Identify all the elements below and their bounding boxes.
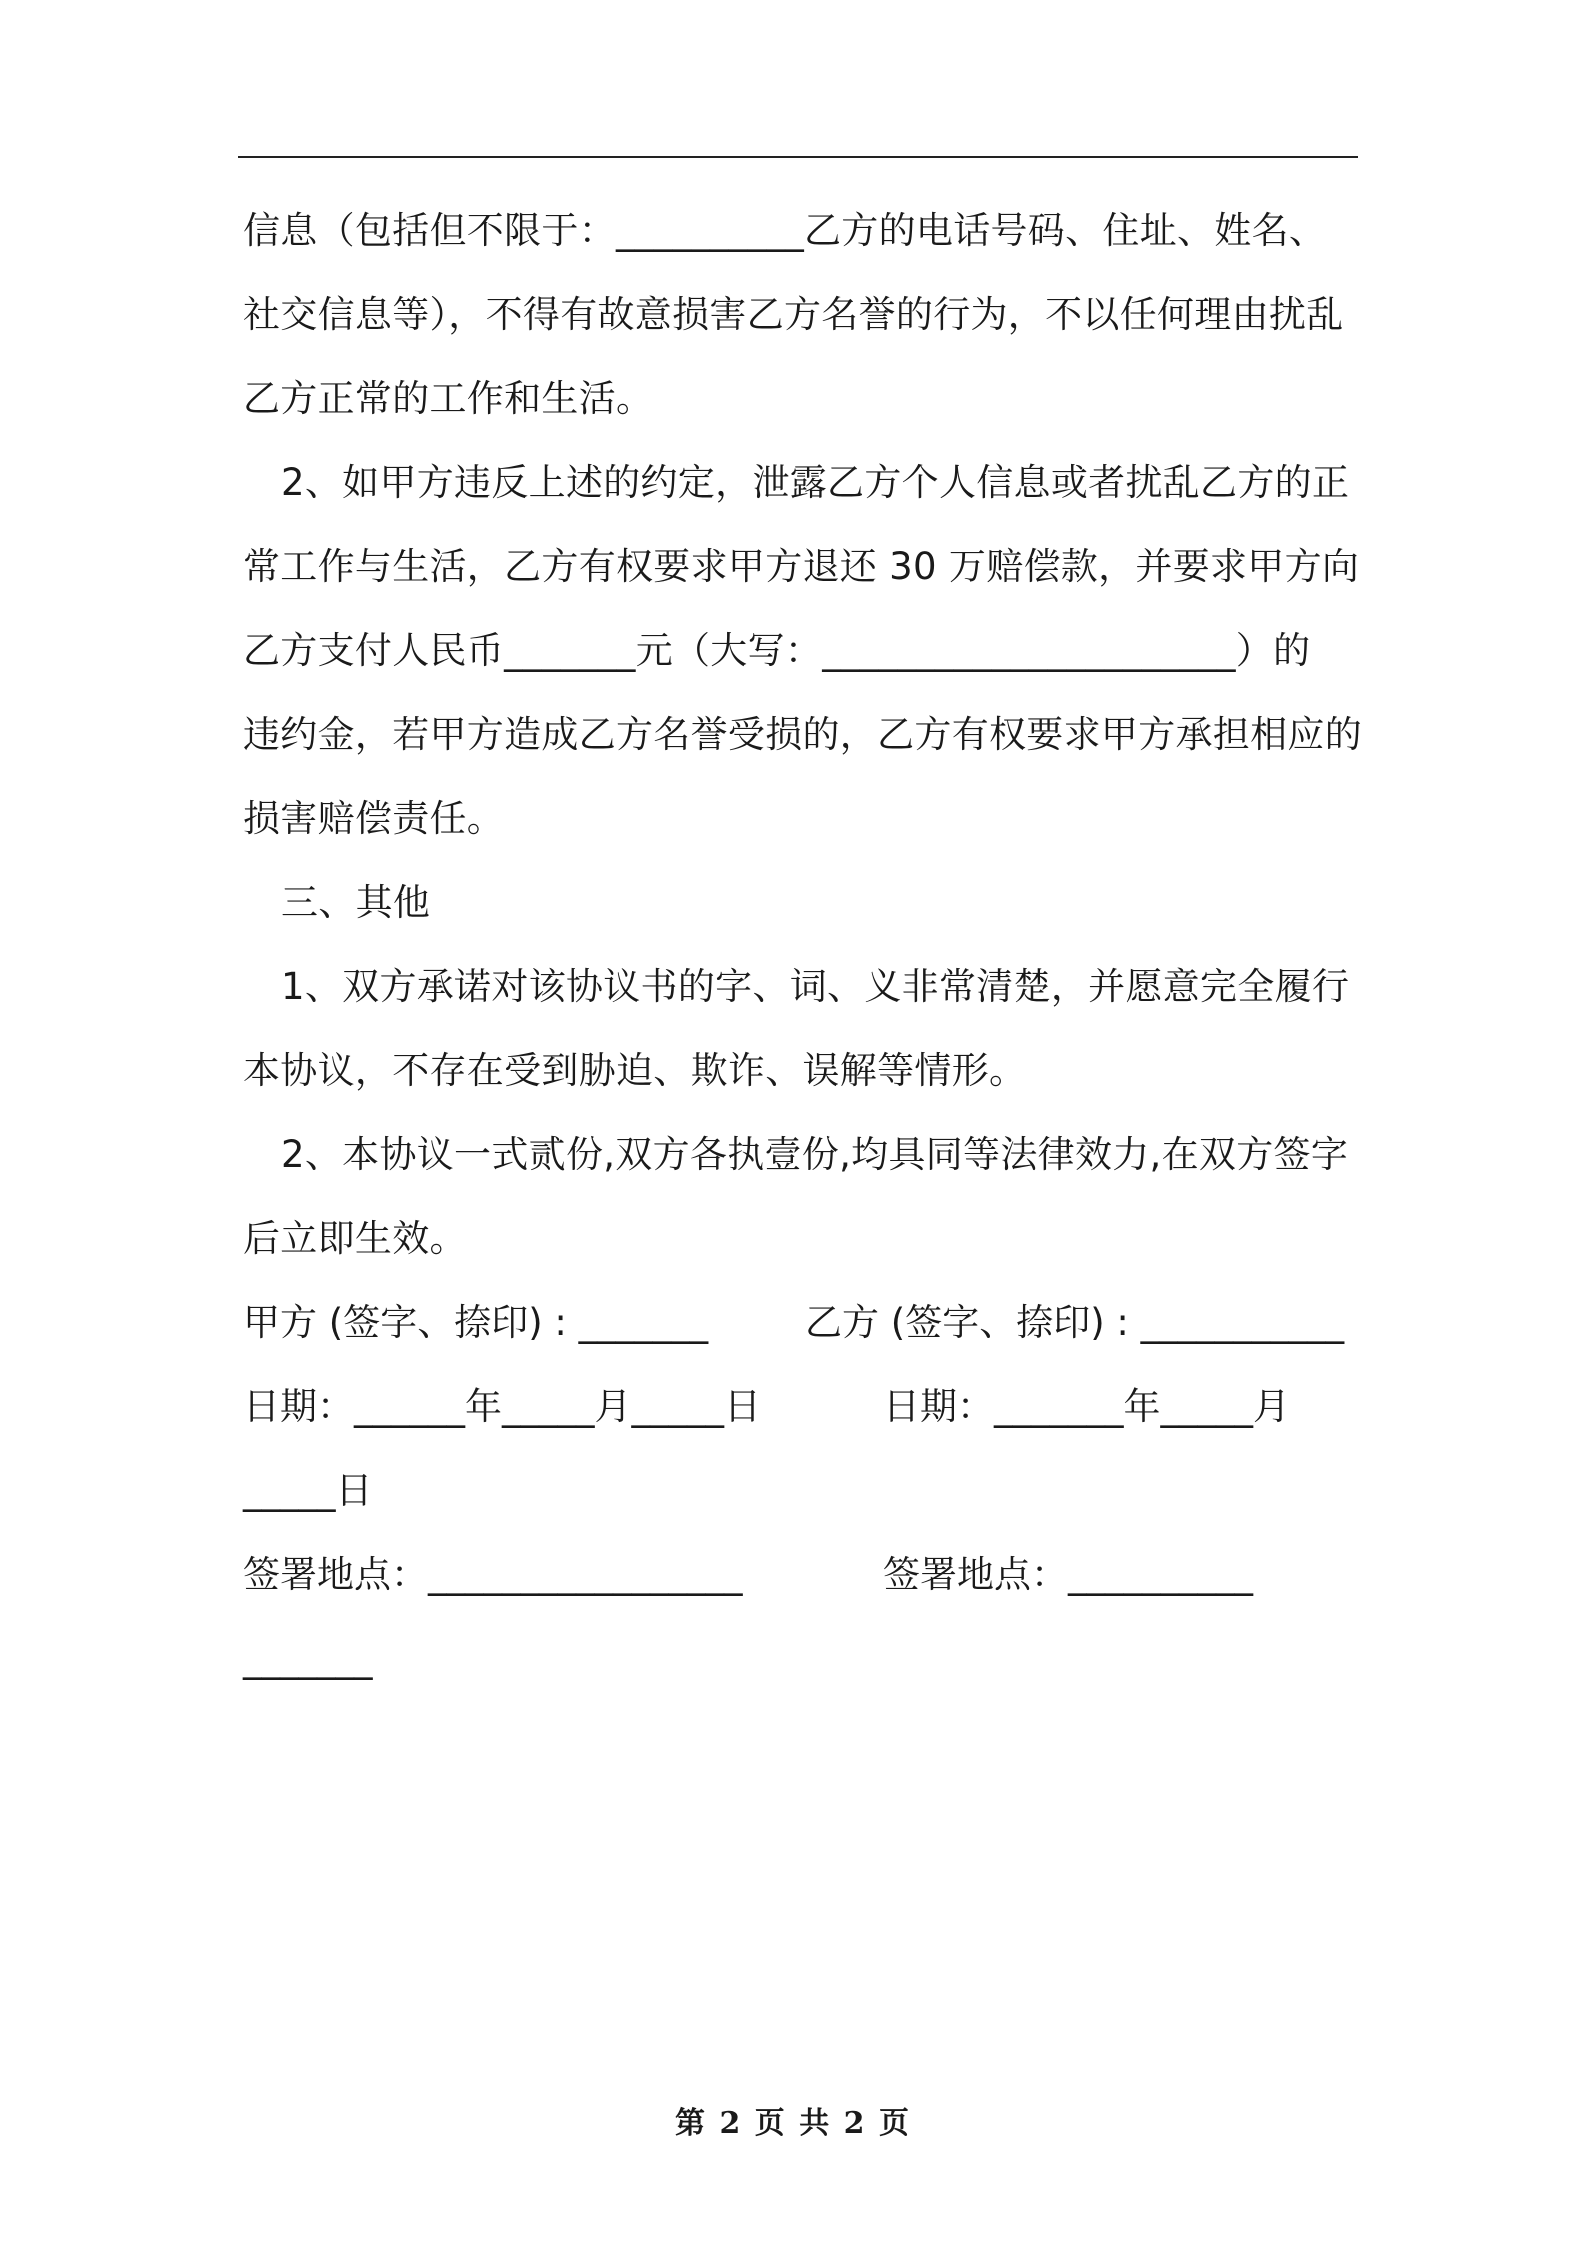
- paragraph-line: 常工作与生活，乙方有权要求甲方退还 30 万赔偿款，并要求甲方向: [243, 545, 1360, 588]
- paragraph-line: 违约金，若甲方造成乙方名誉受损的，乙方有权要求甲方承担相应的: [243, 713, 1362, 756]
- document-body: [243, 198, 1362, 1710]
- signature-row: [243, 1290, 1355, 1374]
- paragraph-line: 乙方正常的工作和生活。: [243, 377, 654, 420]
- party-b-date-day-field: _____日: [243, 1469, 373, 1512]
- date-row-continued: [243, 1458, 1355, 1542]
- place-row: [243, 1542, 1355, 1626]
- paragraph-line: 1、双方承诺对该协议书的字、词、义非常清楚，并愿意完全履行: [281, 965, 1350, 1008]
- party-b-date-field: 日期：_______年_____月: [883, 1385, 1290, 1428]
- party-b-place-continued-field: _______: [243, 1637, 373, 1680]
- page-number: 第 2 页 共 2 页: [675, 2106, 911, 2141]
- date-row: [243, 1374, 1355, 1458]
- paragraph-line: 本协议，不存在受到胁迫、欺诈、误解等情形。: [243, 1049, 1027, 1092]
- party-a-signature-field: 甲方 (签字、捺印) : _______: [243, 1301, 709, 1344]
- paragraph-line: 2、本协议一式贰份,双方各执壹份,均具同等法律效力,在双方签字: [281, 1133, 1349, 1176]
- party-b-place-field: 签署地点：__________: [883, 1553, 1253, 1596]
- header-rule: [238, 156, 1358, 158]
- party-a-place-field: 签署地点：_________________: [243, 1553, 743, 1596]
- paragraph-line: 损害赔偿责任。: [243, 797, 505, 840]
- paragraph-line: 乙方支付人民币_______元（大写：______________________）的: [243, 629, 1311, 672]
- paragraph-line: 后立即生效。: [243, 1217, 467, 1260]
- place-row-continued: [243, 1626, 1355, 1710]
- paragraph-line: 社交信息等），不得有故意损害乙方名誉的行为，不以任何理由扰乱: [243, 293, 1344, 336]
- party-b-signature-field: 乙方 (签字、捺印) : ___________: [805, 1301, 1345, 1344]
- party-a-date-field: 日期：______年_____月_____日: [243, 1385, 761, 1428]
- paragraph-line: 信息（包括但不限于：__________乙方的电话号码、住址、姓名、: [243, 209, 1327, 252]
- section-heading: 三、其他: [281, 881, 431, 924]
- paragraph-line: 2、如甲方违反上述的约定，泄露乙方个人信息或者扰乱乙方的正: [281, 461, 1350, 504]
